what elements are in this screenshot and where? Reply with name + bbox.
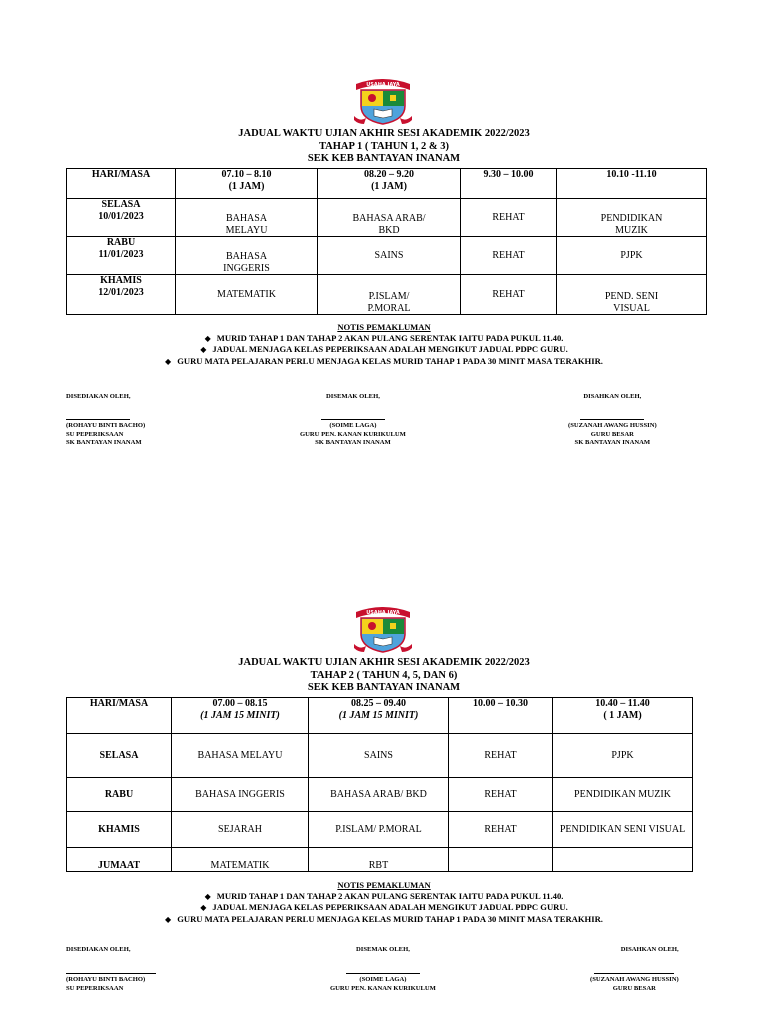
signature-line [66, 965, 156, 974]
section1-notice [0, 322, 768, 367]
subject-cell: SAINS [318, 237, 461, 275]
diamond-bullet-icon: ◆ [204, 333, 211, 343]
title-line: JADUAL WAKTU UJIAN AKHIR SESI AKADEMIK 2022/2023 [238, 657, 530, 668]
subject-cell: PENDIDIKAN MUZIK [557, 199, 707, 237]
section1-title [0, 128, 768, 166]
section1-timetable [66, 168, 707, 315]
title-line: SEK KEB BANTAYAN INANAM [307, 153, 461, 164]
table-row [67, 237, 707, 275]
header-cell: 08.25 – 09.40 (1 JAM 15 MINIT) [309, 698, 449, 734]
subject-cell: PJPK [557, 237, 707, 275]
table-row [67, 734, 693, 778]
header-row [67, 169, 707, 199]
notice-item: ◆ MURID TAHAP 1 DAN TAHAP 2 AKAN PULANG SERENTAK IAITU PADA PUKUL 11.40. [204, 332, 564, 343]
diamond-bullet-icon: ◆ [165, 356, 172, 366]
header-cell: 07.10 – 8.10 (1 JAM) [176, 169, 318, 199]
day-cell: RABU 11/01/2023 [67, 237, 176, 275]
section2-title [0, 657, 768, 695]
table-row [67, 199, 707, 237]
header-cell: 10.00 – 10.30 [449, 698, 553, 734]
subject-cell: RBT [309, 848, 449, 872]
subject-cell: MATEMATIK [176, 275, 318, 315]
signature-prepared: DISEDIAKAN OLEH, (ROHAYU BINTI BACHO) SU PEPERIKSAAN [66, 946, 156, 993]
table-row [67, 848, 693, 872]
day-cell: KHAMIS [67, 812, 172, 848]
subject-cell [449, 848, 553, 872]
subject-cell: MATEMATIK [172, 848, 309, 872]
subject-cell: BAHASA INGGERIS [172, 778, 309, 812]
subject-cell: REHAT [449, 812, 553, 848]
subject-cell [553, 848, 693, 872]
header-cell: HARI/MASA [67, 169, 176, 199]
header-cell: 10.40 – 11.40 ( 1 JAM) [553, 698, 693, 734]
signature-line [321, 411, 385, 420]
subject-cell: SEJARAH [172, 812, 309, 848]
diamond-bullet-icon: ◆ [204, 891, 211, 901]
day-cell: KHAMIS 12/01/2023 [67, 275, 176, 315]
subject-cell: BAHASA MELAYU [172, 734, 309, 778]
signature-line [594, 965, 674, 974]
day-cell: JUMAAT [67, 848, 172, 872]
subject-cell: BAHASA ARAB/ BKD [318, 199, 461, 237]
signature-checked: DISEMAK OLEH, (SOIME LAGA) GURU PEN. KANAN KURIKULUM [330, 946, 436, 992]
table-row [67, 275, 707, 315]
subject-cell: BAHASA INGGERIS [176, 237, 318, 275]
subject-cell: REHAT [449, 778, 553, 812]
title-line: JADUAL WAKTU UJIAN AKHIR SESI AKADEMIK 2022/2023 [238, 128, 530, 139]
notice-item: ◆ GURU MATA PELAJARAN PERLU MENJAGA KELAS MURID TAHAP 1 PADA 30 MINIT MASA TERAKHIR. [165, 913, 603, 924]
notice-title: NOTIS PEMAKLUMAN [337, 322, 431, 332]
header-cell: 08.20 – 9.20 (1 JAM) [318, 169, 461, 199]
diamond-bullet-icon: ◆ [200, 345, 207, 354]
signature-line [66, 411, 130, 420]
subject-cell: PENDIDIKAN SENI VISUAL [553, 812, 693, 848]
diamond-bullet-icon: ◆ [165, 914, 172, 924]
notice-item: ◆ GURU MATA PELAJARAN PERLU MENJAGA KELAS MURID TAHAP 1 PADA 30 MINIT MASA TERAKHIR. [165, 355, 603, 366]
title-line: TAHAP 2 ( TAHUN 4, 5, DAN 6) [310, 669, 458, 681]
day-cell: SELASA 10/01/2023 [67, 199, 176, 237]
subject-cell: SAINS [309, 734, 449, 778]
header-row [67, 698, 693, 734]
signature-approved: DISAHKAN OLEH, (SUZANAH AWANG HUSSIN) GURU BESAR [590, 946, 679, 992]
subject-cell: REHAT [461, 199, 557, 237]
signature-checked: DISEMAK OLEH, (SOIME LAGA) GURU PEN. KANAN KURIKULUM SK BANTAYAN INANAM [300, 393, 406, 447]
title-line: TAHAP 1 ( TAHUN 1, 2 & 3) [318, 140, 450, 152]
table-row [67, 812, 693, 848]
section2-timetable [66, 697, 693, 872]
logo-banner-text: USAHA JAYA [366, 82, 400, 88]
signature-line [346, 965, 420, 974]
school-logo [352, 604, 414, 654]
notice-title: NOTIS PEMAKLUMAN [337, 880, 431, 890]
logo-banner-text: USAHA JAYA [366, 610, 400, 616]
subject-cell: REHAT [461, 275, 557, 315]
header-cell: 07.00 – 08.15 (1 JAM 15 MINIT) [172, 698, 309, 734]
diamond-bullet-icon: ◆ [200, 903, 207, 912]
signature-prepared: DISEDIAKAN OLEH, (ROHAYU BINTI BACHO) SU PEPERIKSAAN SK BANTAYAN INANAM [66, 393, 146, 447]
table-row [67, 778, 693, 812]
header-cell: HARI/MASA [67, 698, 172, 734]
title-line: SEK KEB BANTAYAN INANAM [307, 682, 461, 693]
signature-approved: DISAHKAN OLEH, (SUZANAH AWANG HUSSIN) GURU BESAR SK BANTAYAN INANAM [568, 393, 657, 447]
header-cell: 9.30 – 10.00 [461, 169, 557, 199]
day-cell: RABU [67, 778, 172, 812]
school-logo [352, 76, 414, 126]
section2-notice [0, 880, 768, 925]
subject-cell: P.ISLAM/ P.MORAL [309, 812, 449, 848]
subject-cell: BAHASA ARAB/ BKD [309, 778, 449, 812]
subject-cell: REHAT [461, 237, 557, 275]
day-cell: SELASA [67, 734, 172, 778]
notice-item: ◆ JADUAL MENJAGA KELAS PEPERIKSAAN ADALAH MENGIKUT JADUAL PDPC GURU. [200, 902, 568, 912]
notice-item: ◆ JADUAL MENJAGA KELAS PEPERIKSAAN ADALAH MENGIKUT JADUAL PDPC GURU. [200, 344, 568, 354]
subject-cell: PEND. SENI VISUAL [557, 275, 707, 315]
subject-cell: BAHASA MELAYU [176, 199, 318, 237]
signature-line [580, 411, 644, 420]
subject-cell: REHAT [449, 734, 553, 778]
subject-cell: P.ISLAM/ P.MORAL [318, 275, 461, 315]
subject-cell: PENDIDIKAN MUZIK [553, 778, 693, 812]
notice-item: ◆ MURID TAHAP 1 DAN TAHAP 2 AKAN PULANG SERENTAK IAITU PADA PUKUL 11.40. [204, 890, 564, 901]
subject-cell: PJPK [553, 734, 693, 778]
header-cell: 10.10 -11.10 [557, 169, 707, 199]
